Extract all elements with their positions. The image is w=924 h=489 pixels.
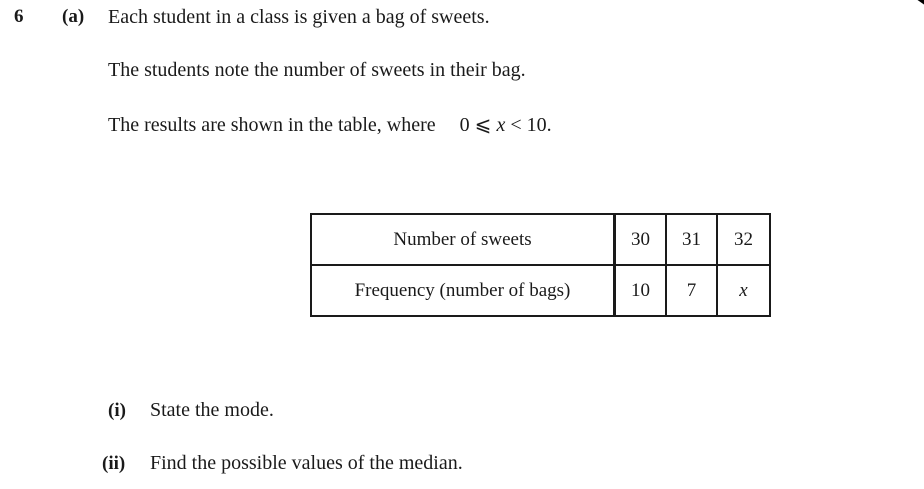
table-cell: 10: [615, 265, 667, 316]
subpart-text-ii: Find the possible values of the median.: [150, 452, 463, 474]
part-label: (a): [62, 6, 85, 27]
table-cell: 31: [666, 214, 717, 265]
frequency-table: [310, 213, 771, 317]
corner-scan-mark: [877, 0, 924, 18]
subpart-label-i: (i): [108, 400, 126, 421]
table-cell: 7: [666, 265, 717, 316]
table-cell: 32: [717, 214, 770, 265]
question-number: 6: [14, 6, 24, 27]
question-line-1: Each student in a class is given a bag of sweets.: [108, 6, 490, 28]
table-row: [311, 265, 770, 316]
table-cell: 30: [615, 214, 667, 265]
table-cell: x: [717, 265, 770, 316]
table-row: [311, 214, 770, 265]
row-header-sweets: Number of sweets: [311, 214, 615, 265]
subpart-label-ii: (ii): [102, 453, 126, 474]
question-line-3-text: The results are shown in the table, where: [108, 114, 436, 136]
subpart-text-i: State the mode.: [150, 399, 274, 421]
inequality-condition: [460, 114, 552, 136]
question-line-3: [108, 112, 552, 137]
row-header-frequency: Frequency (number of bags): [311, 265, 615, 316]
condition-right: < 10.: [505, 114, 552, 136]
question-line-2: The students note the number of sweets in their bag.: [108, 59, 526, 81]
condition-variable: x: [496, 114, 506, 136]
condition-left: 0 ⩽: [459, 114, 497, 136]
